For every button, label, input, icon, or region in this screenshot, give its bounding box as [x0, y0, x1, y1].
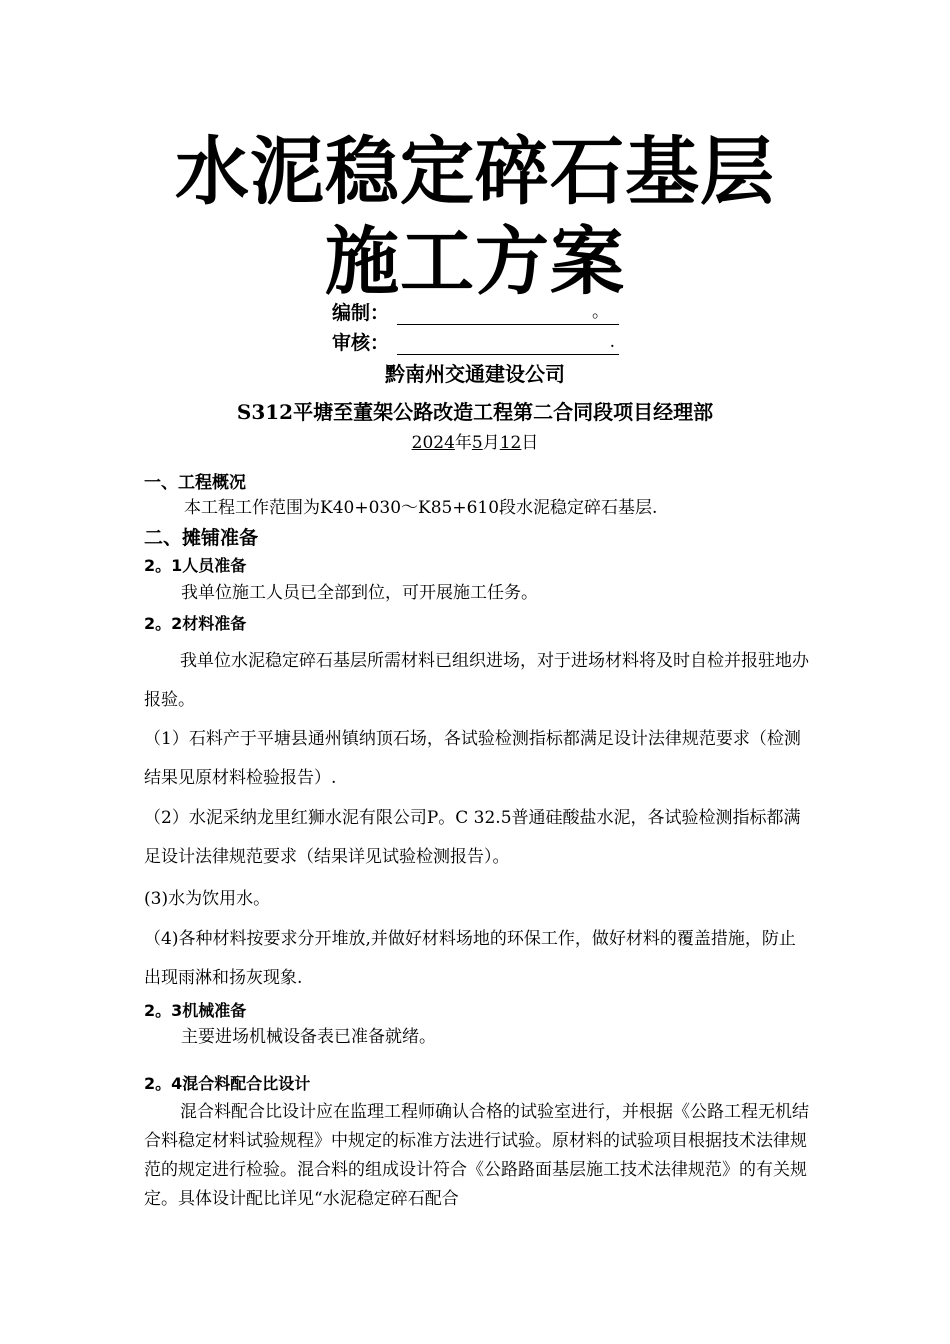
date-month-suffix: 月: [482, 433, 500, 453]
date-year: 2024: [411, 433, 455, 453]
section-2-3-text: 主要进场机械设备表已准备就绪。: [181, 1027, 436, 1047]
section-2-2-heading: 2。2材料准备: [144, 614, 247, 633]
section-2-1-text: 我单位施工人员已全部到位，可开展施工任务。: [181, 583, 538, 603]
date-month: 5: [471, 433, 483, 453]
compiler-value: 。: [592, 302, 609, 322]
material-item-4: （4)各种材料按要求分开堆放,并做好材料场地的环保工作，做好材料的覆盖措施，防止出现雨淋和扬灰现象.: [144, 929, 796, 988]
document-title-line1: 水泥稳定碎石基层: [175, 129, 775, 215]
section-1-text: 本工程工作范围为K40+030～K85+610段水泥稳定碎石基层.: [184, 498, 658, 518]
material-item-1: （1）石料产于平塘县通州镇纳顶石场，各试验检测指标都满足设计法律规范要求（检测结果见原材料检验报告）.: [144, 729, 801, 788]
section-2-heading: 二、摊铺准备: [144, 527, 259, 549]
company-name: 黔南州交通建设公司: [385, 362, 565, 386]
section-2-2-text: 我单位水泥稳定碎石基层所需材料已组织进场，对于进场材料将及时自检并报驻地办报验。: [144, 651, 809, 710]
date-day-suffix: 日: [521, 433, 539, 453]
document-title-line2: 施工方案: [325, 219, 625, 305]
document-date: [0, 428, 950, 453]
reviewer-label: 审核：: [332, 332, 390, 354]
date-day: 12: [499, 433, 522, 453]
reviewer-value: .: [609, 332, 615, 352]
date-year-suffix: 年: [454, 433, 472, 453]
section-1-heading: 一、工程概况: [144, 473, 246, 493]
compiler-field: [397, 300, 619, 325]
section-2-4-heading: 2。4混合料配合比设计: [144, 1074, 311, 1093]
reviewer-field: [397, 330, 619, 355]
compiler-label: 编制：: [332, 302, 390, 324]
department-name: S312平塘至董架公路改造工程第二合同段项目经理部: [236, 400, 714, 424]
material-item-2: （2）水泥采纳龙里红狮水泥有限公司P。C 32.5普通硅酸盐水泥，各试验检测指标都满足设计法律规范要求（结果详见试验检测报告）。: [144, 808, 801, 867]
material-item-3: (3)水为饮用水。: [144, 889, 271, 909]
section-2-3-heading: 2。3机械准备: [144, 1001, 247, 1020]
section-2-4-text: 混合料配合比设计应在监理工程师确认合格的试验室进行，并根据《公路工程无机结合料稳定材料试验规程》中规定的标准方法进行试验。原材料的试验项目根据技术法律规范的规定进行检验。混合料的组成设计符合《公路路面基层施工技术法律规范》的有关规定。具体设计配比详见“水泥稳定碎石配合: [144, 1102, 809, 1209]
section-2-1-heading: 2。1人员准备: [144, 556, 247, 575]
